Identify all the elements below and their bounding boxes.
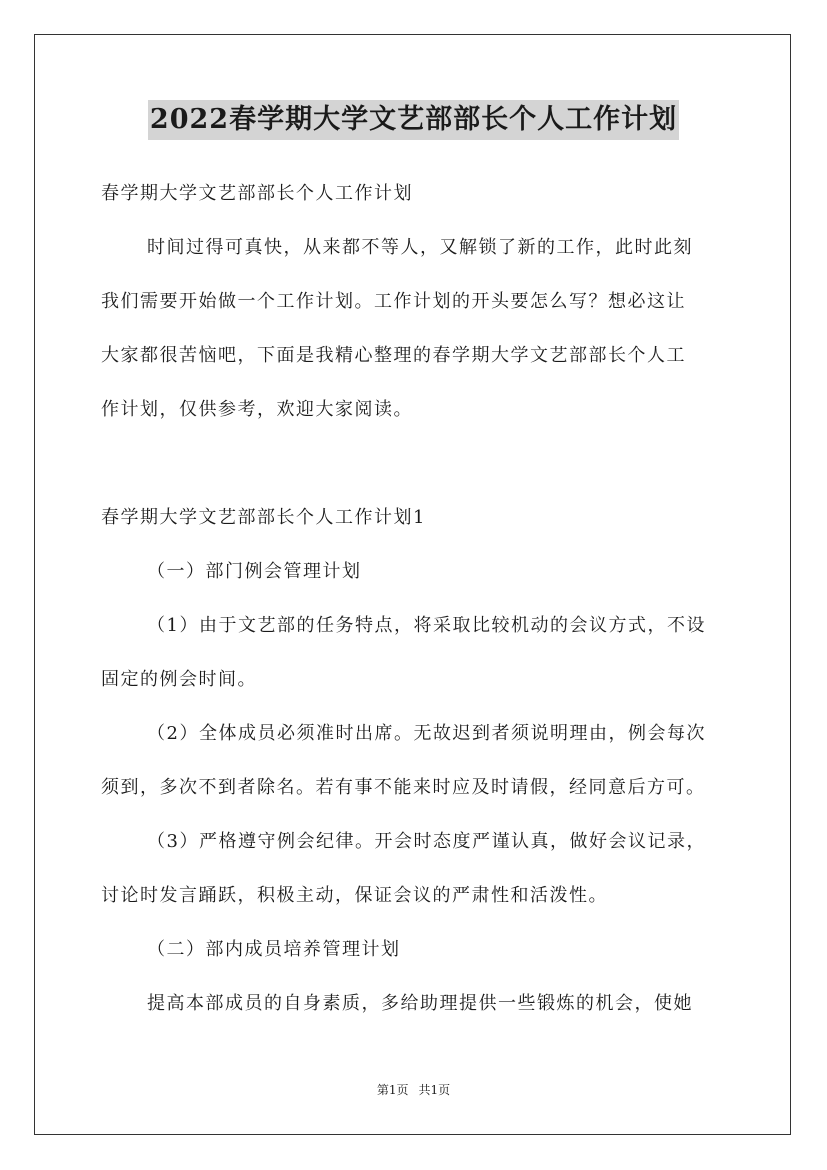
part2-text-line-1: 提高本部成员的自身素质，多给助理提供一些锻炼的机会，使她 (147, 993, 693, 1014)
page-number: 第1页 (376, 1083, 409, 1097)
intro-line-3: 大家都很苦恼吧，下面是我精心整理的春学期大学文艺部部长个人工 (101, 345, 686, 366)
page-footer (0, 1082, 827, 1098)
part2-heading: （二）部内成员培养管理计划 (147, 939, 401, 960)
item1-line-2: 固定的例会时间。 (101, 669, 257, 690)
document-title: 2022春学期大学文艺部部长个人工作计划 (148, 100, 679, 140)
document-title-wrap (0, 100, 827, 140)
section1-heading: 春学期大学文艺部部长个人工作计划1 (101, 507, 426, 528)
item2-line-2: 须到，多次不到者除名。若有事不能来时应及时请假，经同意后方可。 (101, 777, 706, 798)
item3-line-2: 讨论时发言踊跃，积极主动，保证会议的严肃性和活泼性。 (101, 885, 608, 906)
page-total: 共1页 (418, 1083, 451, 1097)
document-subtitle: 春学期大学文艺部部长个人工作计划 (101, 183, 413, 204)
part1-heading: （一）部门例会管理计划 (147, 561, 362, 582)
intro-line-4: 作计划，仅供参考，欢迎大家阅读。 (101, 399, 413, 420)
item3-line-1: （3）严格遵守例会纪律。开会时态度严谨认真，做好会议记录， (147, 831, 706, 852)
item1-line-1: （1）由于文艺部的任务特点，将采取比较机动的会议方式，不设 (147, 615, 706, 636)
item2-line-1: （2）全体成员必须准时出席。无故迟到者须说明理由，例会每次 (147, 723, 706, 744)
intro-line-1: 时间过得可真快，从来都不等人，又解锁了新的工作，此时此刻 (147, 237, 693, 258)
intro-line-2: 我们需要开始做一个工作计划。工作计划的开头要怎么写？想必这让 (101, 291, 686, 312)
